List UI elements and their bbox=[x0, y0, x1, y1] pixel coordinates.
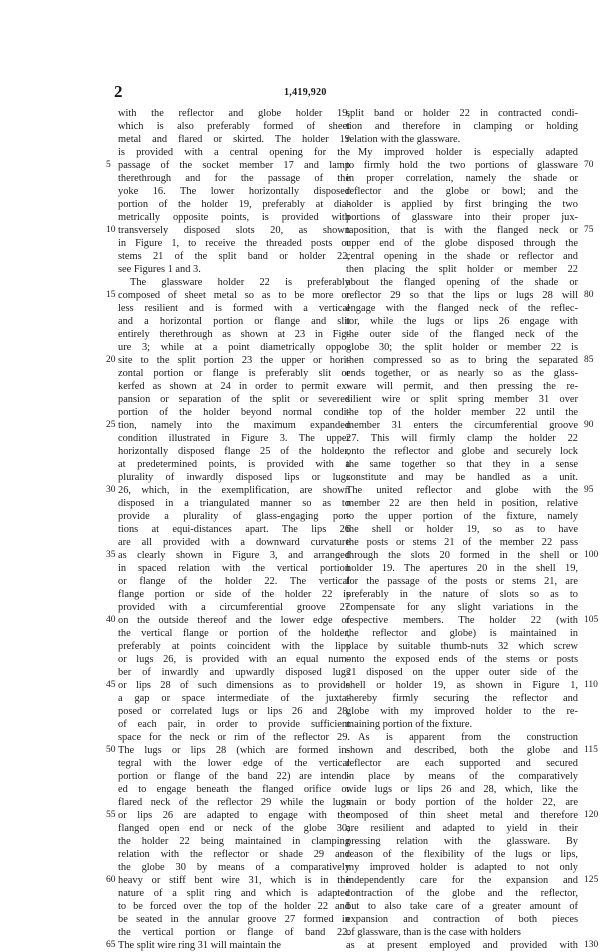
text-line: the holder 22 being maintained in clamping bbox=[118, 836, 350, 847]
line-number-marker: 60 bbox=[106, 875, 116, 885]
line-number-marker: 110 bbox=[584, 680, 598, 690]
text-line: provide a plurality of glass-engaging por- bbox=[118, 511, 350, 522]
text-line: shell or holder 19, as shown in Figure 1, bbox=[346, 680, 578, 691]
text-line: to firmly hold the two portions of glassware bbox=[346, 160, 578, 171]
text-line: the outer side of the flanged neck of the bbox=[346, 329, 578, 340]
text-line: independently care for the expansion and bbox=[346, 875, 578, 886]
text-line: split band or holder 22 in contracted condi- bbox=[346, 108, 578, 119]
text-line: and a horizontal portion or flange and slit bbox=[118, 316, 350, 327]
text-line: tor, while the lugs or lips 26 engage with bbox=[346, 316, 578, 327]
text-line: through the slots 20 formed in the shell or bbox=[346, 550, 578, 561]
text-line: the posts or stems 21 of the member 22 pass bbox=[346, 537, 578, 548]
text-line: therethrough and for the passage of the bbox=[118, 173, 350, 184]
right-text-column bbox=[346, 107, 578, 952]
text-line: relation with the reflector or shade 29 and bbox=[118, 849, 350, 860]
text-line: yoke 16. The lower horizontally disposed bbox=[118, 186, 350, 197]
text-line: or flange of the holder 22. The vertical bbox=[118, 576, 350, 587]
text-line: central opening in the shade or reflector and bbox=[346, 251, 578, 262]
text-line: tion, namely into the maximum expanded bbox=[118, 420, 350, 431]
text-line: then placing the split holder or member 22 bbox=[346, 264, 578, 275]
text-line: composed of thin sheet metal and therefore bbox=[346, 810, 578, 821]
text-line: disposed in a triangulated manner so as to bbox=[118, 498, 350, 509]
text-line: preferably at points coincident with the lips bbox=[118, 641, 350, 652]
text-line: tion and therefore in clamping or holding bbox=[346, 121, 578, 132]
text-line: stems 21 of the split band or holder 22, bbox=[118, 251, 350, 262]
text-line: ber of inwardly and upwardly disposed lugs bbox=[118, 667, 350, 678]
text-line: globe with my improved holder to the re- bbox=[346, 706, 578, 717]
text-line: respective members. The holder 22 (with bbox=[346, 615, 578, 626]
text-line: which is also preferably formed of sheet bbox=[118, 121, 350, 132]
line-number-marker: 100 bbox=[584, 550, 599, 560]
line-number-marker: 15 bbox=[106, 290, 116, 300]
line-number-marker: 35 bbox=[106, 550, 116, 560]
text-line: portions of glassware into their proper jux- bbox=[346, 212, 578, 223]
text-line: is provided with a central opening for the bbox=[118, 147, 350, 158]
text-line: tions at equi-distances apart. The lips 26 bbox=[118, 524, 350, 535]
text-line: provided with a circumferential groove 27 bbox=[118, 602, 350, 613]
text-line: reason of the flexibility of the lugs or lips, bbox=[346, 849, 578, 860]
text-line: pansion or separation of the split or severed bbox=[118, 394, 350, 405]
text-line: maining portion of the fixture. bbox=[346, 719, 473, 730]
text-line: onto the exposed ends of the stems or posts bbox=[346, 654, 578, 665]
text-line: flared neck of the reflector 29 while the lugs bbox=[118, 797, 350, 808]
text-line: a gap or space intermediate of the juxta- bbox=[118, 693, 350, 704]
text-line: ware will permit, and then pressing the re- bbox=[346, 381, 578, 392]
line-number-marker: 25 bbox=[106, 420, 116, 430]
text-line: passage of the socket member 17 and lamp bbox=[118, 160, 350, 171]
text-line: pressing relation with the glassware. By bbox=[346, 836, 578, 847]
text-line: 26, which, in the exemplification, are shown bbox=[118, 485, 350, 496]
text-line: shown and described, both the globe and bbox=[346, 745, 578, 756]
text-line: space for the neck or rim of the reflector 29. bbox=[118, 732, 350, 743]
text-line: then compressed so as to bring the separated bbox=[346, 355, 578, 366]
text-line: the globe 30 by means of a comparatively bbox=[118, 862, 350, 873]
text-line: about the flanged opening of the shade or bbox=[346, 277, 578, 288]
text-line: zontal portion or flange is preferably slit or bbox=[118, 368, 350, 379]
text-line: metal and flared or skirted. The holder 19 bbox=[118, 134, 350, 145]
text-line: are resilient and adapted to yield in their bbox=[346, 823, 578, 834]
text-line: less resilient and is formed with a vertical bbox=[118, 303, 350, 314]
line-number-marker: 125 bbox=[584, 875, 599, 885]
line-number-marker: 50 bbox=[106, 745, 116, 755]
text-line: in spaced relation with the vertical portion bbox=[118, 563, 350, 574]
text-line: 21 disposed on the upper outer side of the bbox=[346, 667, 578, 678]
text-line: silient wire or split spring member 31 over bbox=[346, 394, 578, 405]
text-line: are all provided with a downward curvature bbox=[118, 537, 350, 548]
text-line: but to also take care of a greater amount of bbox=[346, 901, 578, 912]
text-line: in Figure 1, to receive the threaded posts or bbox=[118, 238, 350, 249]
text-line: be seated in the annular groove 27 formed in bbox=[118, 914, 350, 925]
text-line: compensate for any slight variations in the bbox=[346, 602, 578, 613]
text-line: upper end of the globe disposed through the bbox=[346, 238, 578, 249]
text-line: My improved holder is especially adapted bbox=[358, 147, 578, 158]
text-line: entirely therethrough as shown at 23 in Fig- bbox=[118, 329, 350, 340]
line-number-marker: 80 bbox=[584, 290, 594, 300]
left-text-column bbox=[118, 107, 350, 952]
text-line: wide lugs or lips 26 and 28, which, like the bbox=[346, 784, 578, 795]
text-line: to the upper portion of the fixture, namely bbox=[346, 511, 578, 522]
text-line: 27. This will firmly clamp the holder 22 bbox=[346, 433, 578, 444]
text-line: posed or correlated lugs or lips 26 and 28, bbox=[118, 706, 350, 717]
text-line: the shell or holder 19, so as to have bbox=[346, 524, 578, 535]
text-line: site to the split portion 23 the upper or hori- bbox=[118, 355, 350, 366]
page-number: 2 bbox=[114, 82, 123, 101]
text-line: globe 30; the split holder or member 22 is bbox=[346, 342, 578, 353]
text-line: as at present employed and provided with bbox=[346, 940, 578, 951]
line-number-marker: 10 bbox=[106, 225, 116, 235]
text-line: for the passage of the posts or stems 21, are bbox=[346, 576, 578, 587]
text-line: relation with the glassware. bbox=[346, 134, 461, 145]
line-number-marker: 105 bbox=[584, 615, 599, 625]
text-line: expansion and contraction of both pieces bbox=[346, 914, 578, 925]
text-line: at predetermined points, is provided with a bbox=[118, 459, 350, 470]
text-line: transversely disposed slots 20, as shown bbox=[118, 225, 350, 236]
text-line: contraction of the globe and the reflector, bbox=[346, 888, 578, 899]
line-number-marker: 45 bbox=[106, 680, 116, 690]
text-line: member 31 enters the circumferential groove bbox=[346, 420, 578, 431]
text-line: my improved holder is adapted to not only bbox=[346, 862, 578, 873]
text-line: horizontally disposed flange 25 of the holder, bbox=[118, 446, 350, 457]
text-line: holder 19. The apertures 20 in the shell 19, bbox=[346, 563, 578, 574]
text-line: the vertical portion or flange of band 22. bbox=[118, 927, 350, 938]
text-line: As is apparent from the construction bbox=[358, 732, 578, 743]
line-number-marker: 20 bbox=[106, 355, 116, 365]
text-line: place by suitable thumb-nuts 32 which screw bbox=[346, 641, 578, 652]
text-line: on the outside thereof and the lower edge of bbox=[118, 615, 350, 626]
line-number-marker: 75 bbox=[584, 225, 594, 235]
text-line: plurality of inwardly disposed lips or lugs bbox=[118, 472, 350, 483]
line-number-marker: 55 bbox=[106, 810, 116, 820]
line-number-marker: 5 bbox=[106, 160, 111, 170]
text-line: metrically opposite points, is provided with bbox=[118, 212, 350, 223]
patent-number: 1,419,920 bbox=[284, 87, 327, 98]
text-line: engage with the flanged neck of the reflec- bbox=[346, 303, 578, 314]
text-line: in proper correlation, namely the shade or bbox=[346, 173, 578, 184]
text-line: of each pair, in order to provide sufficient bbox=[118, 719, 350, 730]
text-line: ure 3; while at a point diametrically oppo- bbox=[118, 342, 350, 353]
text-line: as clearly shown in Figure 3, and arranged bbox=[118, 550, 350, 561]
text-line: constitute and may be handled as a unit. bbox=[346, 472, 578, 483]
line-number-marker: 95 bbox=[584, 485, 594, 495]
text-line: or lips 26 are adapted to engage with the bbox=[118, 810, 350, 821]
text-line: main or body portion of the holder 22, are bbox=[346, 797, 578, 808]
text-line: the top of the holder member 22 until the bbox=[346, 407, 578, 418]
text-line: preferably in the nature of slots so as to bbox=[346, 589, 578, 600]
line-number-marker: 90 bbox=[584, 420, 594, 430]
text-line: portion of the holder beyond normal condi- bbox=[118, 407, 350, 418]
text-line: in place by means of the comparatively bbox=[346, 771, 578, 782]
text-line: reflector and the globe or bowl; and the bbox=[346, 186, 578, 197]
text-line: ends together, or as nearly so as the glass- bbox=[346, 368, 578, 379]
text-line: taposition, that is with the flanged neck or bbox=[346, 225, 578, 236]
text-line: the same together so that they in a sense bbox=[346, 459, 578, 470]
text-line: flanged open end or neck of the globe 30; bbox=[118, 823, 350, 834]
text-line: portion of the holder 19, preferably at dia- bbox=[118, 199, 350, 210]
line-number-marker: 85 bbox=[584, 355, 594, 365]
line-number-marker: 120 bbox=[584, 810, 599, 820]
text-line: nature of a split ring and which is adapted bbox=[118, 888, 350, 899]
line-number-marker: 115 bbox=[584, 745, 598, 755]
text-line: member 22 are then held in position, relative bbox=[346, 498, 578, 509]
text-line: thereby firmly securing the reflector and bbox=[346, 693, 578, 704]
text-line: portion or flange of the band 22) are intend- bbox=[118, 771, 350, 782]
text-line: onto the reflector and globe and securely lock bbox=[346, 446, 578, 457]
text-line: condition illustrated in Figure 3. The upper bbox=[118, 433, 350, 444]
text-line: The united reflector and globe with the bbox=[346, 485, 578, 496]
text-line: to be forced over the top of the holder 22 and bbox=[118, 901, 350, 912]
text-line: The split wire ring 31 will maintain the bbox=[118, 940, 282, 951]
text-line: The glassware holder 22 is preferably bbox=[130, 277, 350, 288]
text-line: or lips 28 of such dimensions as to provide bbox=[118, 680, 350, 691]
text-line: see Figures 1 and 3. bbox=[118, 264, 201, 275]
text-line: composed of sheet metal so as to be more or bbox=[118, 290, 350, 301]
text-line: reflector 29 so that the lips or lugs 28 will bbox=[346, 290, 578, 301]
text-line: reflector are each supported and secured bbox=[346, 758, 578, 769]
line-number-marker: 30 bbox=[106, 485, 116, 495]
text-line: the reflector and globe) is maintained in bbox=[346, 628, 578, 639]
text-line: flange portion or side of the holder 22 is bbox=[118, 589, 350, 600]
text-line: with the reflector and globe holder 19, bbox=[118, 108, 350, 119]
line-number-marker: 65 bbox=[106, 940, 116, 950]
line-number-marker: 40 bbox=[106, 615, 116, 625]
text-line: of glassware, than is the case with holders bbox=[346, 927, 521, 938]
text-line: The lugs or lips 28 (which are formed in- bbox=[118, 745, 350, 756]
text-line: kerfed as shown at 24 in order to permit ex- bbox=[118, 381, 350, 392]
line-number-marker: 70 bbox=[584, 160, 594, 170]
text-line: or lugs 26, is provided with an equal num- bbox=[118, 654, 350, 665]
line-number-marker: 130 bbox=[584, 940, 599, 950]
text-line: ed to engage beneath the flanged orifice or bbox=[118, 784, 350, 795]
text-line: tegral with the lower edge of the vertical bbox=[118, 758, 350, 769]
text-line: heavy or stiff bent wire 31, which is in the bbox=[118, 875, 350, 886]
text-line: holder is applied by first bringing the two bbox=[346, 199, 578, 210]
text-line: the vertical flange or portion of the holder, bbox=[118, 628, 350, 639]
